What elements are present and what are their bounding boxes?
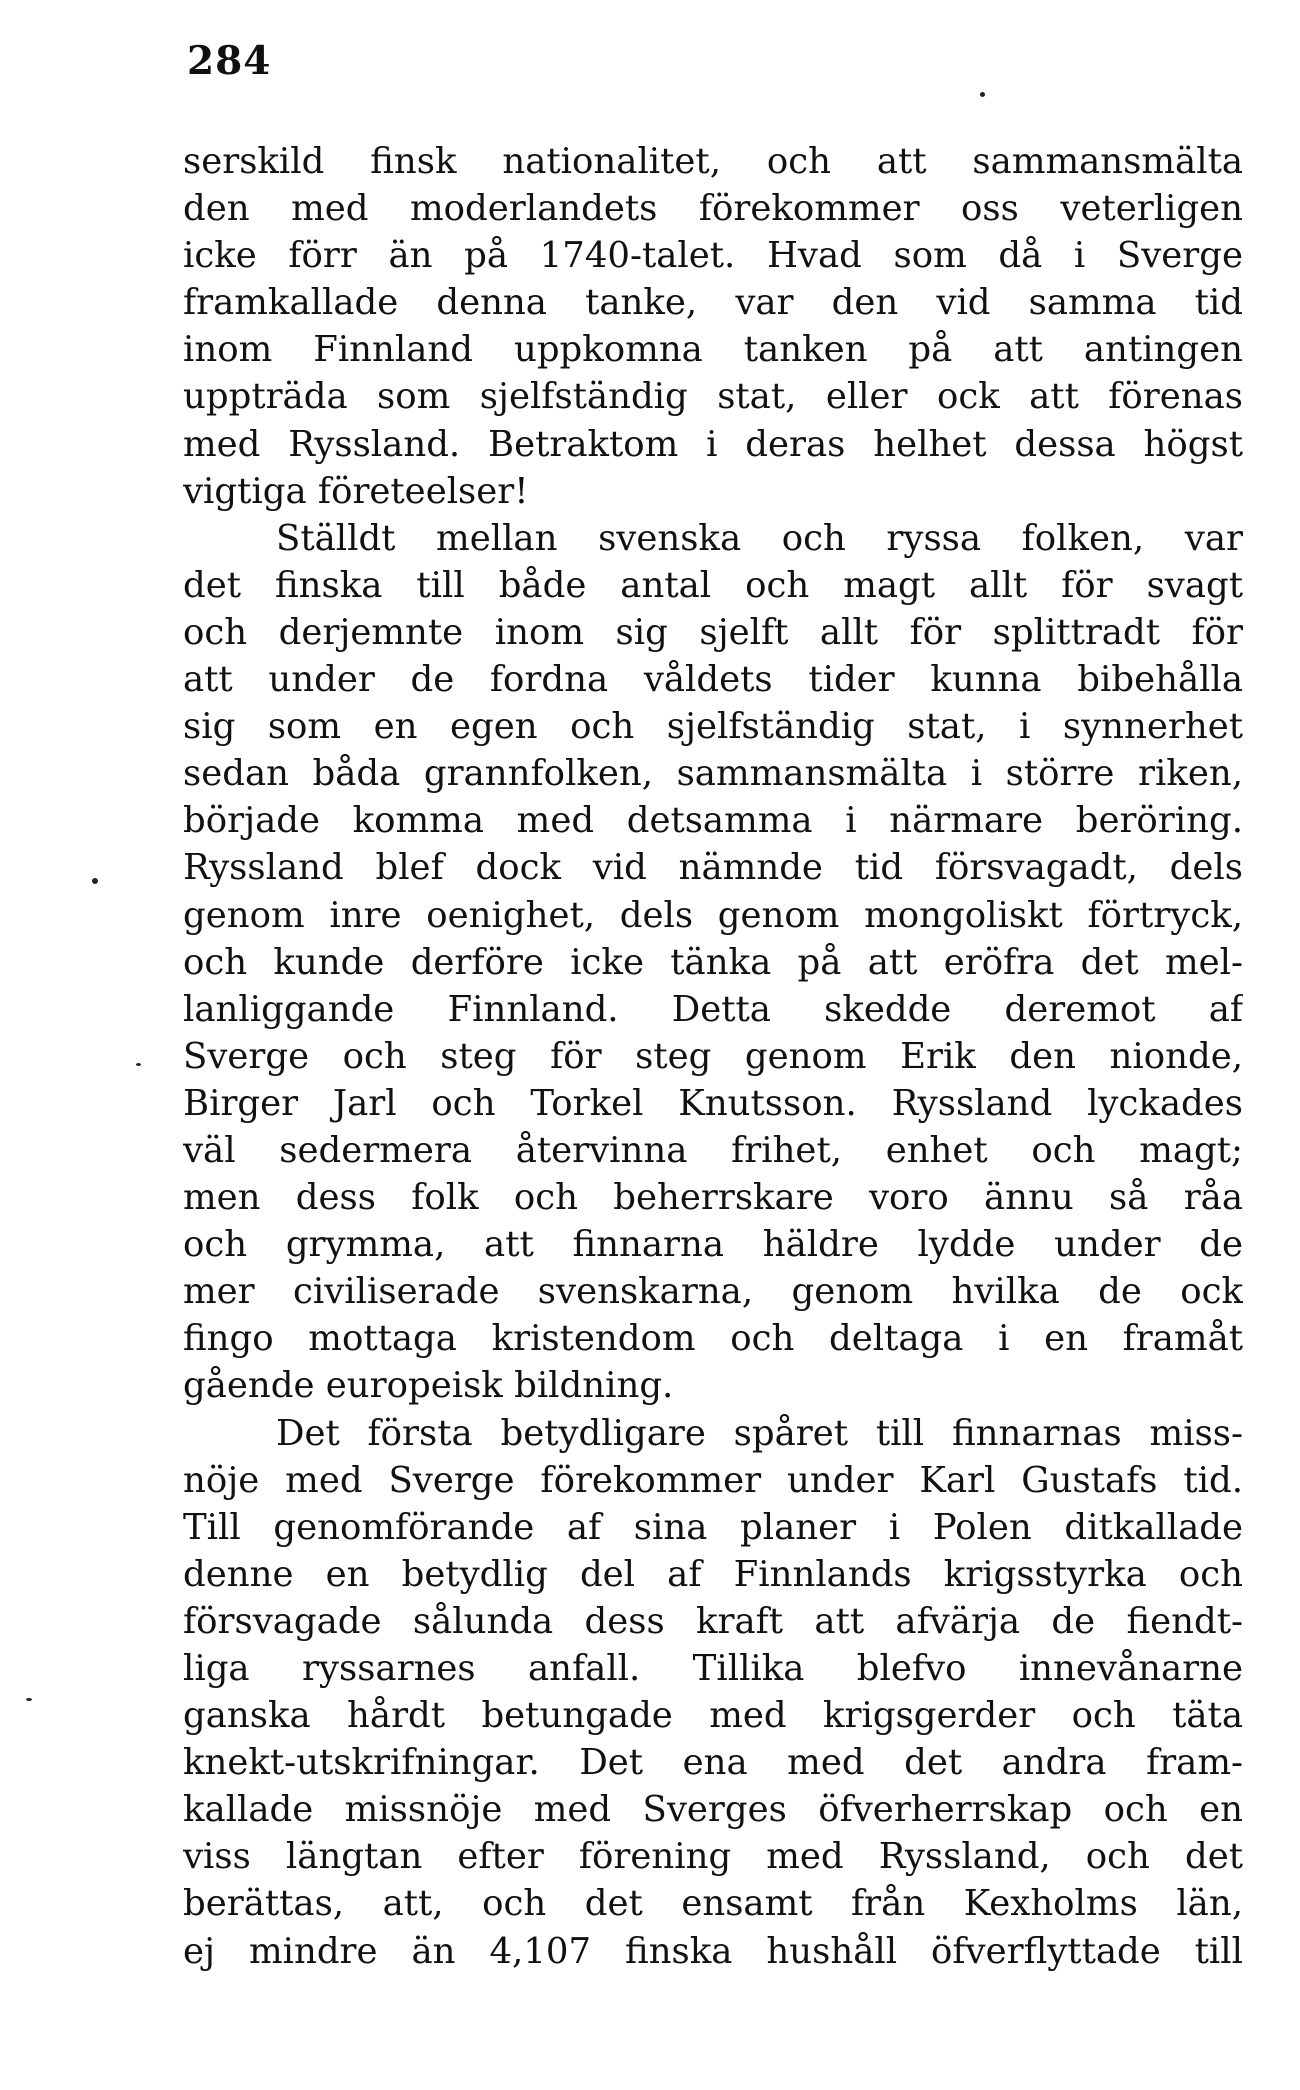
body-text: [183, 138, 1243, 1975]
text-line: mer civiliserade svenskarna, genom hvilka de ock: [183, 1271, 1243, 1313]
print-speck: [136, 1063, 141, 1066]
text-line: nöje med Sverge förekommer under Karl Gustafs tid.: [183, 1459, 1243, 1501]
text-line: fingo mottaga kristendom och deltaga i en framåt: [183, 1318, 1243, 1360]
text-line: viss längtan efter förening med Ryssland, och det: [183, 1836, 1243, 1878]
text-line: Ryssland blef dock vid nämnde tid försvagadt, dels: [183, 847, 1243, 889]
paragraph: [183, 138, 1243, 515]
paragraph: [183, 1410, 1243, 1975]
text-line: denne en betydlig del af Finnlands krigsstyrka och: [183, 1553, 1243, 1595]
text-line: men dess folk och beherrskare voro ännu så råa: [183, 1177, 1243, 1219]
text-line: ganska hårdt betungade med krigsgerder och täta: [183, 1695, 1243, 1737]
text-line: ej mindre än 4,107 finska hushåll öfverflyttade till: [183, 1930, 1243, 1972]
text-line: liga ryssarnes anfall. Tillika blefvo innevånarne: [183, 1648, 1243, 1689]
text-line: kallade missnöje med Sverges öfverherrskap och en: [183, 1789, 1243, 1831]
text-line: och grymma, att finnarna häldre lydde under de: [183, 1224, 1243, 1266]
text-line: knekt-utskrifningar. Det ena med det andra fram-: [183, 1742, 1243, 1784]
text-line: och kunde derföre icke tänka på att eröfra det mel-: [183, 941, 1243, 983]
text-line: serskild finsk nationalitet, och att sammansmälta: [183, 141, 1243, 182]
text-line: att under de fordna våldets tider kunna bibehålla: [183, 659, 1243, 701]
text-line: det finska till både antal och magt allt för svagt: [183, 564, 1243, 606]
text-line: Det första betydligare spåret till finnarnas miss-: [276, 1412, 1243, 1454]
text-line: Till genomförande af sina planer i Polen ditkallade: [183, 1506, 1243, 1548]
print-speck: [26, 1698, 32, 1701]
text-line: gående europeisk bildning.: [183, 1365, 674, 1407]
text-line: lanliggande Finnland. Detta skedde deremot af: [183, 988, 1243, 1030]
text-line: berättas, att, och det ensamt från Kexholms län,: [183, 1883, 1243, 1925]
text-line: vigtiga företeelser!: [183, 470, 529, 512]
page-number: 284: [187, 38, 272, 84]
print-speck: [92, 878, 98, 884]
text-line: väl sedermera återvinna frihet, enhet och magt;: [183, 1129, 1243, 1171]
text-line: sig som en egen och sjelfständig stat, i synnerhet: [183, 706, 1243, 748]
print-speck: [980, 92, 985, 97]
text-line: uppträda som sjelfständig stat, eller ock att förenas: [183, 376, 1243, 418]
text-line: med Ryssland. Betraktom i deras helhet dessa högst: [183, 423, 1243, 465]
text-line: framkallade denna tanke, var den vid samma tid: [183, 282, 1243, 324]
text-line: inom Finnland uppkomna tanken på att antingen: [183, 329, 1243, 371]
text-line: försvagade sålunda dess kraft att afvärja de fiendt-: [183, 1600, 1243, 1642]
text-line: Sverge och steg för steg genom Erik den nionde,: [183, 1035, 1243, 1077]
text-line: började komma med detsamma i närmare beröring.: [183, 800, 1243, 842]
paragraph: [183, 515, 1243, 1410]
text-line: icke förr än på 1740-talet. Hvad som då i Sverge: [183, 235, 1243, 277]
text-line: Ställdt mellan svenska och ryssa folken, var: [276, 517, 1243, 559]
text-line: den med moderlandets förekommer oss veterligen: [183, 188, 1243, 230]
text-line: genom inre oenighet, dels genom mongoliskt förtryck,: [183, 894, 1243, 936]
text-line: Birger Jarl och Torkel Knutsson. Ryssland lyckades: [183, 1082, 1243, 1124]
text-line: sedan båda grannfolken, sammansmälta i större riken,: [183, 753, 1243, 795]
text-line: och derjemnte inom sig sjelft allt för splittradt för: [183, 611, 1243, 653]
